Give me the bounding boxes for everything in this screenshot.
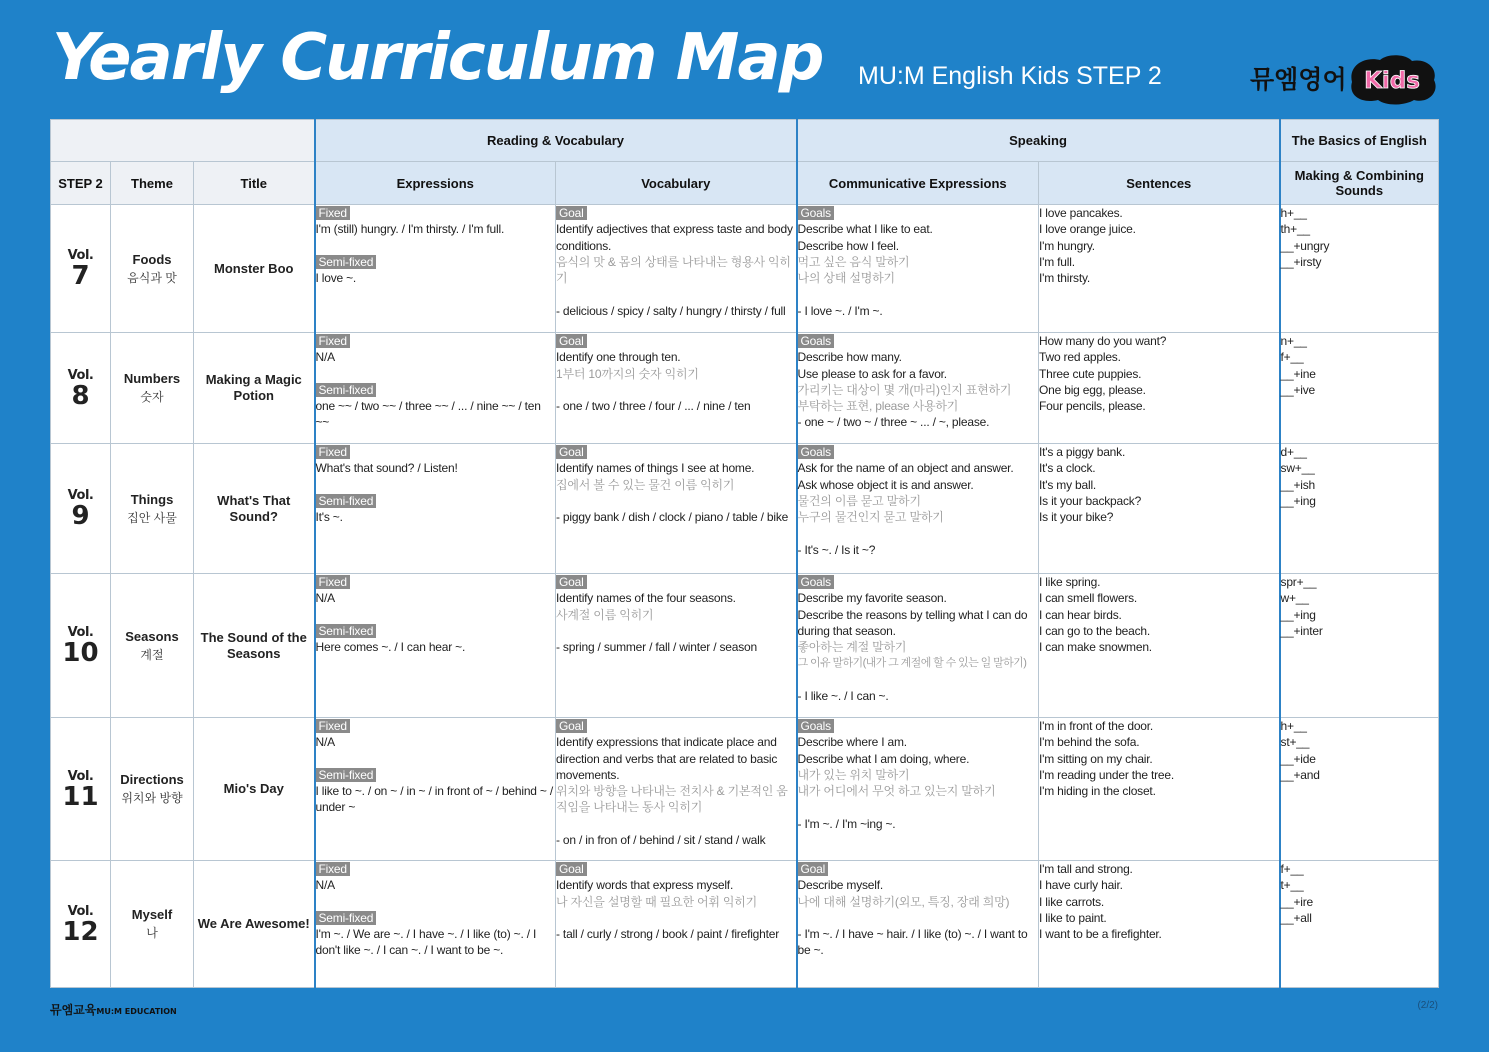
fixed-expression: N/A <box>315 350 335 365</box>
vol-cell <box>51 444 111 574</box>
vocabulary-goal: Identify words that express myself. <box>556 878 734 893</box>
vol-cell <box>51 861 111 988</box>
col-header-step: STEP 2 <box>51 162 111 205</box>
fixed-expression: What's that sound? / Listen! <box>315 461 458 476</box>
speaking-goal-korean: 그 이유 말하기(내가 그 계절에 할 수 있는 일 말하기) <box>797 657 1027 670</box>
fixed-tag: Fixed <box>316 445 350 459</box>
title-cell: Mio's Day <box>194 718 315 861</box>
theme-korean: 숫자 <box>140 390 164 404</box>
speaking-goal: Describe where I am. <box>797 735 907 750</box>
semi-fixed-expression: I'm ~. / We are ~. / I have ~. / I like (to) ~. / I don't like ~. / I can ~. / I want to be ~. <box>315 927 537 958</box>
communicative-cell <box>797 718 1039 861</box>
speaking-pattern: - I'm ~. / I'm ~ing ~. <box>797 816 896 831</box>
vocabulary-goal-korean: 1부터 10까지의 숫자 익히기 <box>556 366 699 381</box>
col-header-sounds: Making & Combining Sounds <box>1280 162 1439 205</box>
sound-item: __+ire <box>1280 894 1314 909</box>
sounds-cell <box>1280 444 1439 574</box>
sentence: I have curly hair. <box>1039 878 1123 893</box>
semi-fixed-tag: Semi-fixed <box>316 383 377 397</box>
vol-number: 12 <box>62 916 99 947</box>
sentence: Three cute puppies. <box>1039 366 1142 381</box>
sounds-cell <box>1280 205 1439 333</box>
sentence: One big egg, please. <box>1039 382 1146 397</box>
expressions-cell <box>315 444 556 574</box>
sentences-cell <box>1039 718 1280 861</box>
semi-fixed-tag: Semi-fixed <box>316 494 377 508</box>
speaking-goal: Describe how many. <box>797 350 902 365</box>
sentence: I'm hungry. <box>1039 238 1095 253</box>
fixed-tag: Fixed <box>316 206 350 220</box>
vocabulary-goal-korean: 음식의 맛 & 몸의 상태를 나타내는 형용사 익히기 <box>556 254 791 286</box>
fixed-expression: I'm (still) hungry. / I'm thirsty. / I'm full. <box>315 222 505 237</box>
communicative-cell <box>797 574 1039 718</box>
goals-tag: Goals <box>798 206 834 220</box>
sound-item: __+ing <box>1280 607 1316 622</box>
goal-tag: Goal <box>556 719 587 733</box>
vocabulary-cell <box>556 574 797 718</box>
semi-fixed-tag: Semi-fixed <box>316 255 377 269</box>
goals-tag: Goals <box>798 334 834 348</box>
goal-tag: Goal <box>556 445 587 459</box>
sentence: I'm behind the sofa. <box>1039 735 1140 750</box>
title-cell: The Sound of the Seasons <box>194 574 315 718</box>
kids-logo-text: Kids <box>1364 68 1420 94</box>
goals-tag: Goals <box>798 575 834 589</box>
theme-korean: 계절 <box>140 647 164 662</box>
fixed-expression: N/A <box>315 735 335 750</box>
sound-item: __+ing <box>1280 493 1316 508</box>
col-header-sentences: Sentences <box>1039 162 1280 205</box>
sentence: It's a clock. <box>1039 461 1096 476</box>
theme-english: Numbers <box>123 371 181 386</box>
vocabulary-goal-korean: 집에서 볼 수 있는 물건 이름 익히기 <box>556 477 735 492</box>
sentence: I can hear birds. <box>1039 607 1122 622</box>
sound-item: th+__ <box>1280 222 1310 237</box>
goal-tag: Goal <box>556 575 587 589</box>
sound-item: __+and <box>1280 767 1320 782</box>
sentence: I can smell flowers. <box>1039 591 1138 606</box>
sentences-cell <box>1039 333 1280 444</box>
communicative-cell <box>797 861 1039 988</box>
speaking-goal: Use please to ask for a favor. <box>797 366 947 381</box>
vol-number: 9 <box>71 501 90 531</box>
sentence: I'm in front of the door. <box>1039 719 1154 733</box>
theme-english: Things <box>130 491 174 507</box>
speaking-goal: Describe my favorite season. <box>797 591 947 606</box>
group-header-reading: Reading & Vocabulary <box>315 120 797 162</box>
table-row <box>51 718 1439 861</box>
sound-item: w+__ <box>1280 591 1309 606</box>
vocabulary-cell <box>556 861 797 988</box>
semi-fixed-tag: Semi-fixed <box>316 624 377 638</box>
speaking-goal-korean: 내가 있는 위치 말하기 <box>797 767 910 782</box>
sentence: I like carrots. <box>1039 894 1105 909</box>
sentence: I can make snowmen. <box>1039 640 1152 655</box>
theme-cell <box>111 205 194 333</box>
footer-logo-english: MU:M EDUCATION <box>96 1007 177 1016</box>
sentence: I like to paint. <box>1039 910 1107 925</box>
theme-korean: 위치와 방향 <box>121 791 183 805</box>
speaking-goal-korean: 부탁하는 표현, please 사용하기 <box>797 399 959 414</box>
sound-item: h+__ <box>1280 719 1307 733</box>
fixed-expression: N/A <box>315 878 335 893</box>
sentence: I'm reading under the tree. <box>1039 767 1174 782</box>
title-cell: We Are Awesome! <box>194 861 315 988</box>
vol-label: Vol. <box>67 903 94 919</box>
fixed-expression: N/A <box>315 591 335 606</box>
sound-item: spr+__ <box>1280 575 1317 589</box>
sound-item: t+__ <box>1280 878 1304 893</box>
vocabulary-cell <box>556 718 797 861</box>
expressions-cell <box>315 718 556 861</box>
sound-item: st+__ <box>1280 735 1310 750</box>
sound-item: __+ungry <box>1280 238 1330 253</box>
speaking-goal: Describe myself. <box>797 878 884 893</box>
vocabulary-goal-korean: 나 자신을 설명할 때 필요한 어휘 익히기 <box>556 894 758 909</box>
vocabulary-goal: Identify expressions that indicate place and direction and verbs that are related to basic movements. <box>556 735 778 782</box>
sentence: Is it your backpack? <box>1039 493 1142 508</box>
goal-tag: Goal <box>556 206 587 220</box>
theme-cell <box>111 861 194 988</box>
goals-tag: Goals <box>798 445 834 459</box>
sentence: I'm full. <box>1039 254 1075 269</box>
sentences-cell <box>1039 574 1280 718</box>
sentence: It's my ball. <box>1039 477 1097 492</box>
curriculum-sheet <box>50 119 1438 987</box>
vocabulary-words: - delicious / spicy / salty / hungry / thirsty / full <box>556 303 786 318</box>
vol-number: 11 <box>62 781 99 812</box>
sound-item: __+ide <box>1280 751 1316 766</box>
vol-label: Vol. <box>67 488 94 503</box>
speaking-pattern: - one ~ / two ~ / three ~ ... / ~, please. <box>797 415 990 430</box>
sounds-cell <box>1280 861 1439 988</box>
footer-logo <box>50 1001 177 1018</box>
theme-english: Seasons <box>125 628 179 644</box>
theme-korean: 음식과 맛 <box>127 270 177 285</box>
title-cell: Making a Magic Potion <box>194 333 315 444</box>
vol-cell <box>51 333 111 444</box>
brand-korean-text: 뮤엠영어 <box>1250 65 1347 94</box>
sentence: I like spring. <box>1039 575 1101 589</box>
speaking-pattern: - I'm ~. / I have ~ hair. / I like (to) ~. / I want to be ~. <box>797 927 1028 958</box>
semi-fixed-expression: Here comes ~. / I can hear ~. <box>315 640 466 655</box>
speaking-pattern: - It's ~. / Is it ~? <box>797 542 876 557</box>
vol-number: 10 <box>62 638 99 668</box>
sentence: I'm hiding in the closet. <box>1039 784 1156 799</box>
brand-logo <box>1250 52 1440 106</box>
sentence: Two red apples. <box>1039 350 1121 365</box>
sound-item: __+ish <box>1280 477 1316 492</box>
goal-tag: Goal <box>556 334 587 348</box>
col-header-expressions: Expressions <box>315 162 556 205</box>
semi-fixed-expression: It's ~. <box>315 510 343 525</box>
vol-cell <box>51 205 111 333</box>
speaking-goal-korean: 누구의 물건인지 묻고 말하기 <box>797 510 944 525</box>
speaking-pattern: - I love ~. / I'm ~. <box>797 303 883 318</box>
theme-english: Myself <box>131 907 173 922</box>
sound-item: h+__ <box>1280 206 1307 220</box>
page-subtitle: MU:M English Kids STEP 2 <box>858 62 1162 90</box>
communicative-cell <box>797 333 1039 444</box>
fixed-tag: Fixed <box>316 719 350 733</box>
speaking-goal: Describe how I feel. <box>797 238 899 253</box>
theme-cell <box>111 444 194 574</box>
sounds-cell <box>1280 333 1439 444</box>
sound-item: __+irsty <box>1280 254 1322 269</box>
speaking-goal-korean: 내가 어디에서 무엇 하고 있는지 말하기 <box>797 784 996 799</box>
speaking-goal: Describe what I am doing, where. <box>797 751 970 766</box>
vol-label: Vol. <box>67 768 94 784</box>
sentence: How many do you want? <box>1039 334 1167 348</box>
sentences-cell <box>1039 205 1280 333</box>
vocabulary-words: - tall / curly / strong / book / paint / firefighter <box>556 927 780 942</box>
communicative-cell <box>797 444 1039 574</box>
table-row <box>51 861 1439 988</box>
col-header-title: Title <box>194 162 315 205</box>
sentence: I love pancakes. <box>1039 206 1123 220</box>
sound-item: d+__ <box>1280 445 1307 459</box>
sentence: I'm thirsty. <box>1039 271 1091 286</box>
semi-fixed-expression: I love ~. <box>315 271 357 286</box>
sound-item: __+ive <box>1280 382 1316 397</box>
theme-cell <box>111 718 194 861</box>
group-header-speaking: Speaking <box>797 120 1280 162</box>
theme-english: Foods <box>132 251 172 267</box>
curriculum-table <box>50 119 1439 988</box>
goals-tag: Goals <box>798 719 834 733</box>
sentence: Four pencils, please. <box>1039 399 1146 414</box>
theme-cell <box>111 574 194 718</box>
semi-fixed-tag: Semi-fixed <box>316 911 377 925</box>
sounds-cell <box>1280 718 1439 861</box>
page-number: (2/2) <box>1417 1000 1438 1011</box>
vol-cell <box>51 574 111 718</box>
theme-korean: 집안 사물 <box>127 510 177 525</box>
col-header-vocabulary: Vocabulary <box>556 162 797 205</box>
title-cell: Monster Boo <box>194 205 315 333</box>
sound-item: sw+__ <box>1280 461 1315 476</box>
speaking-goal-korean: 물건의 이름 묻고 말하기 <box>797 493 921 508</box>
speaking-goal: Describe what I like to eat. <box>797 222 933 237</box>
speaking-goal: Ask whose object it is and answer. <box>797 477 974 492</box>
vol-number: 8 <box>71 380 90 411</box>
goal-tag: Goal <box>798 862 829 876</box>
sound-item: n+__ <box>1280 334 1307 348</box>
vocabulary-goal-korean: 위치와 방향을 나타내는 전치사 & 기본적인 움직임을 나타내는 동사 익히기 <box>556 784 788 815</box>
theme-english: Directions <box>120 772 184 787</box>
title-cell: What's That Sound? <box>194 444 315 574</box>
vocabulary-goal-korean: 사계절 이름 익히기 <box>556 607 654 622</box>
col-header-communicative: Communicative Expressions <box>797 162 1039 205</box>
theme-cell <box>111 333 194 444</box>
expressions-cell <box>315 333 556 444</box>
communicative-cell <box>797 205 1039 333</box>
semi-fixed-expression: one ~~ / two ~~ / three ~~ / ... / nine ~~ / ten ~~ <box>315 399 541 430</box>
sound-item: __+all <box>1280 910 1312 925</box>
sentences-cell <box>1039 861 1280 988</box>
goal-tag: Goal <box>556 862 587 876</box>
vocabulary-words: - spring / summer / fall / winter / season <box>556 640 758 655</box>
speaking-goal-korean: 좋아하는 계절 말하기 <box>797 640 907 655</box>
speaking-goal: Describe the reasons by telling what I can do during that season. <box>797 607 1028 638</box>
table-row <box>51 444 1439 574</box>
fixed-tag: Fixed <box>316 862 350 876</box>
table-row <box>51 205 1439 333</box>
semi-fixed-tag: Semi-fixed <box>316 768 377 782</box>
speaking-pattern: - I like ~. / I can ~. <box>797 689 889 704</box>
sentence: I'm tall and strong. <box>1039 862 1133 876</box>
page-title: Yearly Curriculum Map <box>52 21 823 95</box>
expressions-cell <box>315 574 556 718</box>
vocabulary-cell <box>556 444 797 574</box>
sound-item: f+__ <box>1280 350 1304 365</box>
vol-label: Vol. <box>67 367 94 383</box>
vocabulary-words: - piggy bank / dish / clock / piano / table / bike <box>556 510 789 525</box>
expressions-cell <box>315 861 556 988</box>
sound-item: __+ine <box>1280 366 1316 381</box>
theme-korean: 나 <box>146 926 158 940</box>
speaking-goal-korean: 먹고 싶은 음식 말하기 <box>797 254 910 269</box>
vol-cell <box>51 718 111 861</box>
sounds-cell <box>1280 574 1439 718</box>
sentence: Is it your bike? <box>1039 510 1114 525</box>
vocabulary-goal: Identify adjectives that express taste and body conditions. <box>556 222 793 253</box>
vol-number: 7 <box>71 261 90 291</box>
table-row <box>51 333 1439 444</box>
speaking-goal: Ask for the name of an object and answer. <box>797 461 1014 476</box>
header-blank <box>51 120 315 162</box>
expressions-cell <box>315 205 556 333</box>
vocabulary-goal: Identify names of the four seasons. <box>556 591 736 606</box>
speaking-goal-korean: 나의 상태 설명하기 <box>797 271 895 286</box>
group-header-basics: The Basics of English <box>1280 120 1439 162</box>
vocabulary-words: - one / two / three / four / ... / nine / ten <box>556 399 751 414</box>
table-row <box>51 574 1439 718</box>
vocabulary-goal: Identify one through ten. <box>556 350 681 365</box>
col-header-theme: Theme <box>111 162 194 205</box>
vol-label: Vol. <box>67 248 94 263</box>
sentence: It's a piggy bank. <box>1039 445 1126 459</box>
vocabulary-goal: Identify names of things I see at home. <box>556 461 755 476</box>
kids-logo-icon <box>1346 52 1438 106</box>
sentence: I want to be a firefighter. <box>1039 927 1162 942</box>
vol-label: Vol. <box>67 625 94 640</box>
sound-item: f+__ <box>1280 862 1304 876</box>
footer-logo-korean: 뮤엠교육 <box>50 1003 97 1017</box>
vocabulary-cell <box>556 333 797 444</box>
sentence: I can go to the beach. <box>1039 623 1151 638</box>
vocabulary-cell <box>556 205 797 333</box>
sentence: I love orange juice. <box>1039 222 1136 237</box>
sentence: I'm sitting on my chair. <box>1039 751 1153 766</box>
speaking-goal-korean: 나에 대해 설명하기(외모, 특징, 장래 희망) <box>797 894 1010 909</box>
vocabulary-words: - on / in fron of / behind / sit / stand / walk <box>556 833 766 848</box>
fixed-tag: Fixed <box>316 334 350 348</box>
semi-fixed-expression: I like to ~. / on ~ / in ~ / in front of ~ / behind ~ / under ~ <box>315 784 553 815</box>
sentences-cell <box>1039 444 1280 574</box>
sound-item: __+inter <box>1280 623 1323 638</box>
speaking-goal-korean: 가리키는 대상이 몇 개(마리)인지 표현하기 <box>797 382 1012 397</box>
fixed-tag: Fixed <box>316 575 350 589</box>
